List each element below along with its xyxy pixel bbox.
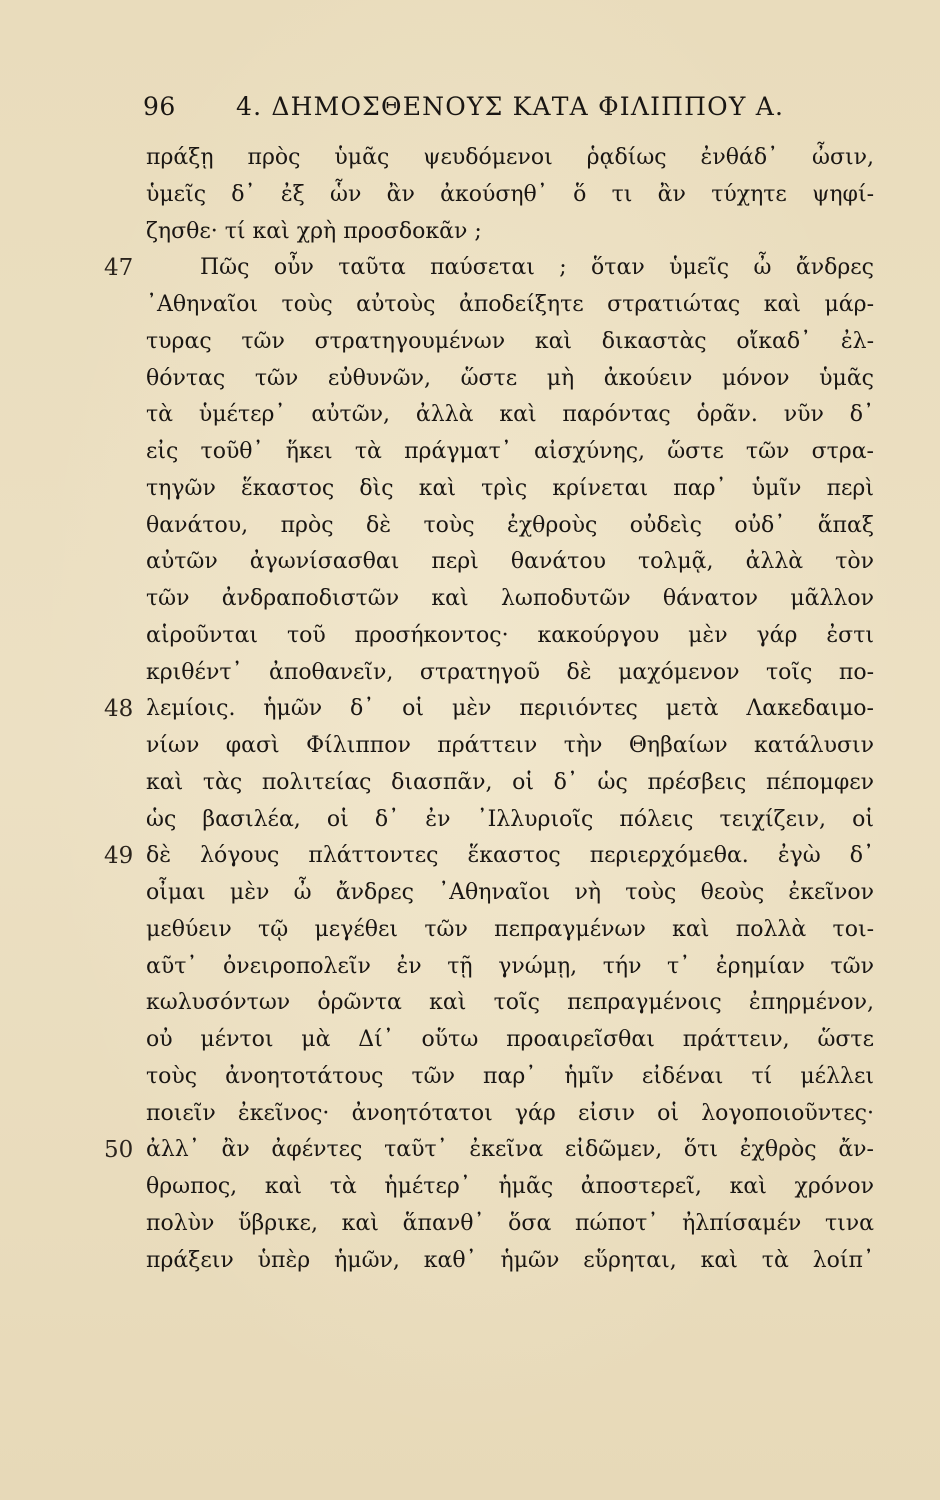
text-line xyxy=(0,1206,940,1243)
line-text: ὑμεῖς δ᾿ ἐξ ὧν ἂν ἀκούσηθ᾿ ὅ τι ἂν τύχητε ψηφί- xyxy=(146,181,874,207)
text-line xyxy=(0,250,940,287)
text-line xyxy=(0,324,940,361)
text-line xyxy=(0,397,940,434)
section-number: 48 xyxy=(104,696,134,723)
text-line xyxy=(0,875,940,912)
text-line xyxy=(0,802,940,839)
text-line xyxy=(0,691,940,728)
line-text: μεθύειν τῷ μεγέθει τῶν πεπραγμένων καὶ πολλὰ τοι- xyxy=(146,916,874,942)
line-text: θρωπος, καὶ τὰ ἡμέτερ᾿ ἡμᾶς ἀποστερεῖ, καὶ χρόνον xyxy=(146,1174,874,1199)
line-text: αἱροῦνται τοῦ προσήκοντος· κακούργου μὲν γάρ ἐστι xyxy=(146,622,874,648)
running-title: 4. ΔΗΜΟΣΘΕΝΟΥΣ ΚΑΤΑ ΦΙΛΙΠΠΟΥ Α. xyxy=(236,92,785,121)
line-text: κριθέντ᾿ ἀποθανεῖν, στρατηγοῦ δὲ μαχόμενον τοῖς πο- xyxy=(146,659,874,685)
text-line xyxy=(0,1169,940,1206)
line-text: εἰς τοῦθ᾿ ἥκει τὰ πράγματ᾿ αἰσχύνης, ὥστε τῶν στρα- xyxy=(146,439,874,464)
line-text: καὶ τὰς πολιτείας διασπᾶν, οἱ δ᾿ ὡς πρέσβεις πέπομφεν xyxy=(146,769,874,795)
text-line xyxy=(0,985,940,1022)
line-text: ποιεῖν ἐκεῖνος· ἀνοητότατοι γάρ εἰσιν οἱ λογοποιοῦντες· xyxy=(146,1100,874,1126)
text-line xyxy=(0,949,940,986)
text-line xyxy=(0,434,940,471)
line-text: τὰ ὑμέτερ᾿ αὐτῶν, ἀλλὰ καὶ παρόντας ὁρᾶν. νῦν δ᾿ xyxy=(146,402,874,428)
line-text: νίων φασὶ Φίλιππον πράττειν τὴν Θηβαίων κατάλυσιν xyxy=(146,733,874,758)
page-number: 96 xyxy=(143,92,176,121)
text-line xyxy=(0,1022,940,1059)
text-line xyxy=(0,1096,940,1133)
line-text: τοὺς ἀνοητοτάτους τῶν παρ᾿ ἡμῖν εἰδέναι τί μέλλει xyxy=(146,1063,874,1089)
text-line xyxy=(0,618,940,655)
line-text: θανάτου, πρὸς δὲ τοὺς ἐχθροὺς οὐδεὶς οὐδ᾿ ἅπαξ xyxy=(146,512,874,538)
text-line xyxy=(0,655,940,692)
text-line xyxy=(0,912,940,949)
line-text: ὡς βασιλέα, οἱ δ᾿ ἐν ᾿Ιλλυριοῖς πόλεις τειχίζειν, οἱ xyxy=(146,806,874,832)
line-text: αῦτ᾿ ὀνειροπολεῖν ἐν τῇ γνώμῃ, τήν τ᾿ ἐρημίαν τῶν xyxy=(146,953,874,979)
line-text: πράξειν ὑπὲρ ἡμῶν, καθ᾿ ἡμῶν εὕρηται, καὶ τὰ λοίπ᾿ xyxy=(146,1247,874,1273)
page-header xyxy=(0,92,940,126)
text-line xyxy=(0,838,940,875)
line-text: ἀλλ᾿ ἂν ἀφέντες ταῦτ᾿ ἐκεῖνα εἰδῶμεν, ὅτι ἐχθρὸς ἄν- xyxy=(146,1137,874,1163)
text-line xyxy=(0,544,940,581)
line-text: λεμίοις. ἡμῶν δ᾿ οἱ μὲν περιιόντες μετὰ Λακεδαιμο- xyxy=(146,696,874,722)
text-line xyxy=(0,1132,940,1169)
text-line xyxy=(0,581,940,618)
text-line xyxy=(0,1059,940,1096)
line-text: πολὺν ὕβρικε, καὶ ἅπανθ᾿ ὅσα πώποτ᾿ ἠλπίσαμέν τινα xyxy=(146,1210,874,1236)
text-line xyxy=(0,765,940,802)
text-line xyxy=(0,1243,940,1280)
text-line xyxy=(0,361,940,398)
line-text: πράξῃ πρὸς ὑμᾶς ψευδόμενοι ῥᾳδίως ἐνθάδ᾿ ὦσιν, xyxy=(146,145,874,170)
line-text: Πῶς οὖν ταῦτα παύσεται ; ὅταν ὑμεῖς ὦ ἄνδρες xyxy=(200,255,874,281)
line-text: τυρας τῶν στρατηγουμένων καὶ δικαστὰς οἴκαδ᾿ ἐλ- xyxy=(146,328,874,354)
text-line xyxy=(0,287,940,324)
section-number: 47 xyxy=(104,255,134,282)
line-text: ᾿Αθηναῖοι τοὺς αὐτοὺς ἀποδείξητε στρατιώτας καὶ μάρ- xyxy=(146,292,874,317)
text-line xyxy=(0,508,940,545)
text-line xyxy=(0,214,940,251)
line-text: ζησθε· τί καὶ χρὴ προσδοκᾶν ; xyxy=(146,218,482,244)
line-text: οἶμαι μὲν ὦ ἄνδρες ᾿Αθηναῖοι νὴ τοὺς θεοὺς ἐκεῖνον xyxy=(146,880,874,905)
text-line xyxy=(0,471,940,508)
section-number: 50 xyxy=(104,1137,134,1164)
line-text: αὐτῶν ἀγωνίσασθαι περὶ θανάτου τολμᾷ, ἀλλὰ τὸν xyxy=(146,549,874,575)
greek-text-body xyxy=(0,140,940,1279)
line-text: τηγῶν ἕκαστος δὶς καὶ τρὶς κρίνεται παρ᾿ ὑμῖν περὶ xyxy=(146,475,874,501)
section-number: 49 xyxy=(104,843,134,870)
text-line xyxy=(0,140,940,177)
text-line xyxy=(0,177,940,214)
line-text: κωλυσόντων ὁρῶντα καὶ τοῖς πεπραγμένοις ἐπηρμένον, xyxy=(146,990,874,1016)
text-line xyxy=(0,728,940,765)
line-text: θόντας τῶν εὐθυνῶν, ὥστε μὴ ἀκούειν μόνον ὑμᾶς xyxy=(146,365,874,391)
line-text: οὐ μέντοι μὰ Δί᾿ οὕτω προαιρεῖσθαι πράττειν, ὥστε xyxy=(146,1027,874,1052)
line-text: τῶν ἀνδραποδιστῶν καὶ λωποδυτῶν θάνατον μᾶλλον xyxy=(146,586,874,611)
line-text: δὲ λόγους πλάττοντες ἕκαστος περιερχόμεθα. ἐγὼ δ᾿ xyxy=(146,843,874,869)
